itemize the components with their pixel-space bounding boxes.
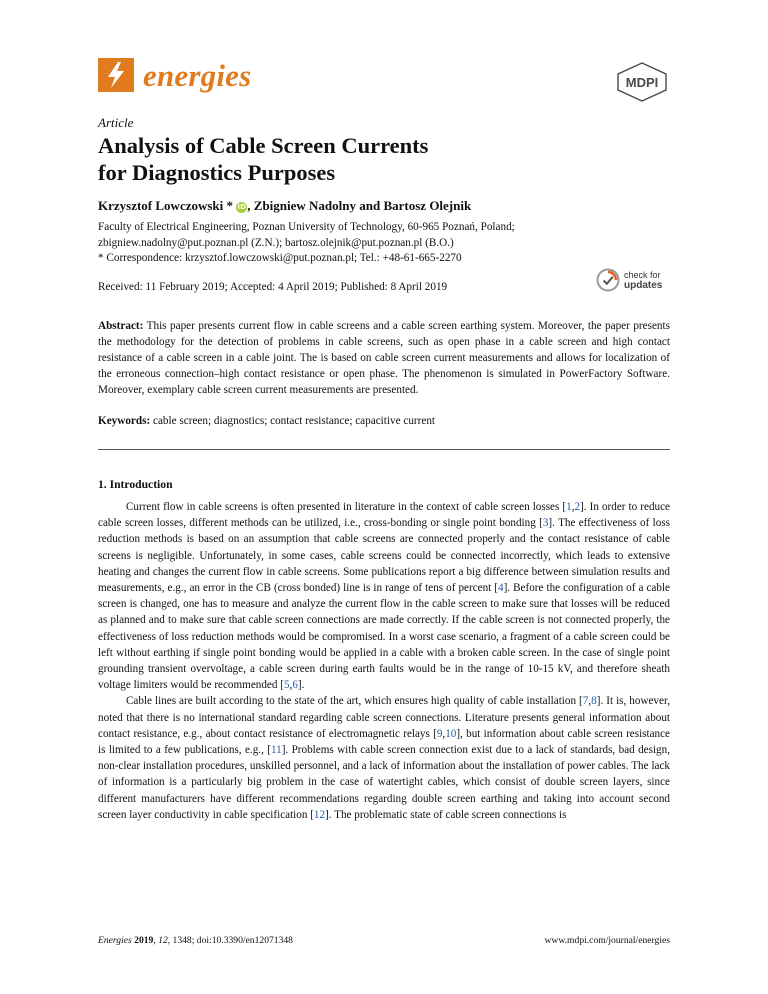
abstract-text: This paper presents current flow in cable screens and a cable screen earthing system. Moreover, the paper presents the methodology for the detection of problems in cable screens, such as open phase in a cable screen and high contact resistance of a cable screen in a cable joint. The is based on cable screen current measurements and allows for localization of the erroneous connection–high contact resistance or open phase. The phenomenon is simulated in PowerFactory Software. Moreover, exemplary cable screen current measurements are presented. [98,320,670,396]
check-for-updates-badge[interactable] [596,267,668,295]
article-type: Article [98,115,134,130]
svg-text:MDPI: MDPI [625,75,659,90]
correspondence-line: * Correspondence: krzysztof.lowczowski@put.poznan.pl; Tel.: +48-61-665-2270 [98,252,462,264]
author-list [98,198,678,214]
title-line-2: for Diagnostics Purposes [98,160,336,185]
publication-dates: Received: 11 February 2019; Accepted: 4 April 2019; Published: 8 April 2019 [98,281,448,293]
citation-link[interactable]: 8 [591,695,597,708]
article-title [98,132,658,186]
journal-name[interactable]: energies [143,58,252,93]
citation-link[interactable]: 7 [582,695,589,708]
email-line: zbigniew.nadolny@put.poznan.pl (Z.N.); bartosz.olejnik@put.poznan.pl (B.O.) [98,236,454,249]
orcid-icon[interactable]: iD [237,203,246,211]
check-updates-line1: check for [624,270,661,280]
paragraph-1: Current flow in cable screens is often presented in literature in the context of cable screen losses [1,2]. In order to reduce cable screen losses, different methods can be utilized, i.e., cross-bonding or single point bonding [3]. The effectiveness of loss reduction methods is based on an assumption that cable screens are connected properly and the contact resistance of cable screens is negligible. Unfortunately, in some cases, cable screens could be connected incorrectly, which leads to extensive heating and changes the current flow in cable screens. Some publications report a big difference between simulation results and measurements, e.g., an error in the CB (cross bonded) line is in range of tens of percent [4]. Before the configuration of a cable screen is changed, one has to measure and analyze the current flow in the cable screen to make sure that losses will be reduced as planned and to make sure that cable screen connections are made correctly. If the cable screen is not connected properly, the effectiveness of loss reduction methods would be compromised. In a worst case scenario, a fragment of a cable screen could be left without earthing if single point bonding would be applied in a cable with a broken cable screen. In the case of single point grounding transient overvoltage, a cable screen during earth faults would be in the range of 10-15 kV, and therefore sheath voltage limiters would be recommended [5,6]. [98,501,670,692]
abstract-label: Abstract: [98,320,144,332]
check-updates-line2: updates [624,280,663,291]
citation-link[interactable]: 5 [283,679,290,692]
check-updates-icon [596,268,620,292]
title-line-1: Analysis of Cable Screen Currents [98,133,429,158]
citation-link[interactable]: 4 [498,582,504,595]
keywords-text: cable screen; diagnostics; contact resistance; capacitive current [153,415,436,427]
citation-link[interactable]: 2 [574,501,581,513]
citation-link[interactable]: 1 [566,501,572,513]
citation-link[interactable]: 10 [445,727,457,740]
footer-url[interactable]: www.mdpi.com/journal/energies [544,935,670,946]
other-authors: , Zbigniew Nadolny and Bartosz Olejnik [247,198,472,213]
affiliations [98,220,678,267]
citation-link[interactable]: 11 [270,744,282,757]
citation-link[interactable]: 3 [542,517,549,530]
journal-logo [98,58,134,92]
corresponding-mark: * [226,198,234,213]
abstract [98,318,670,398]
section-body [98,499,670,823]
mdpi-logo[interactable] [616,62,668,102]
keywords-label: Keywords: [98,415,151,427]
section-divider [98,449,670,450]
author-1[interactable]: Krzysztof Lowczowski [98,198,224,213]
keywords [98,415,670,427]
citation-link[interactable]: 6 [292,679,298,692]
affiliation-line: Faculty of Electrical Engineering, Poznan University of Technology, 60-965 Poznań, Poland; [98,221,515,233]
citation-link[interactable]: 9 [436,727,443,740]
section-heading: 1. Introduction [98,478,173,491]
paragraph-2: Cable lines are built according to the state of the art, which ensures high quality of cable installation [7,8]. It is, however, noted that there is no international standard regarding cable screen connections. Literature presents general information about contact resistance, e.g., about contact resistance of electromagnetic relays [9,10], but information about cable screen resistance is limited to a few publications, e.g., [11]. Problems with cable screen connection exist due to a lack of standards, bad design, non-clear installation procedures, unskilled personnel, and a lack of information about the installation of power cables. The lack of information is a particularly big problem in the case of watertight cables, which consist of double screen layers, since different manufacturers have different recommendations regarding double screen earthing and taking into account second screen layer conductivity in cable specification [12]. The problematic state of cable screen connections is [98,695,670,821]
citation-link[interactable]: 12 [313,808,326,821]
footer-citation: Energies 2019, 12, 1348; doi:10.3390/en12071348 [98,935,293,946]
lightning-bolt-icon [98,58,134,92]
